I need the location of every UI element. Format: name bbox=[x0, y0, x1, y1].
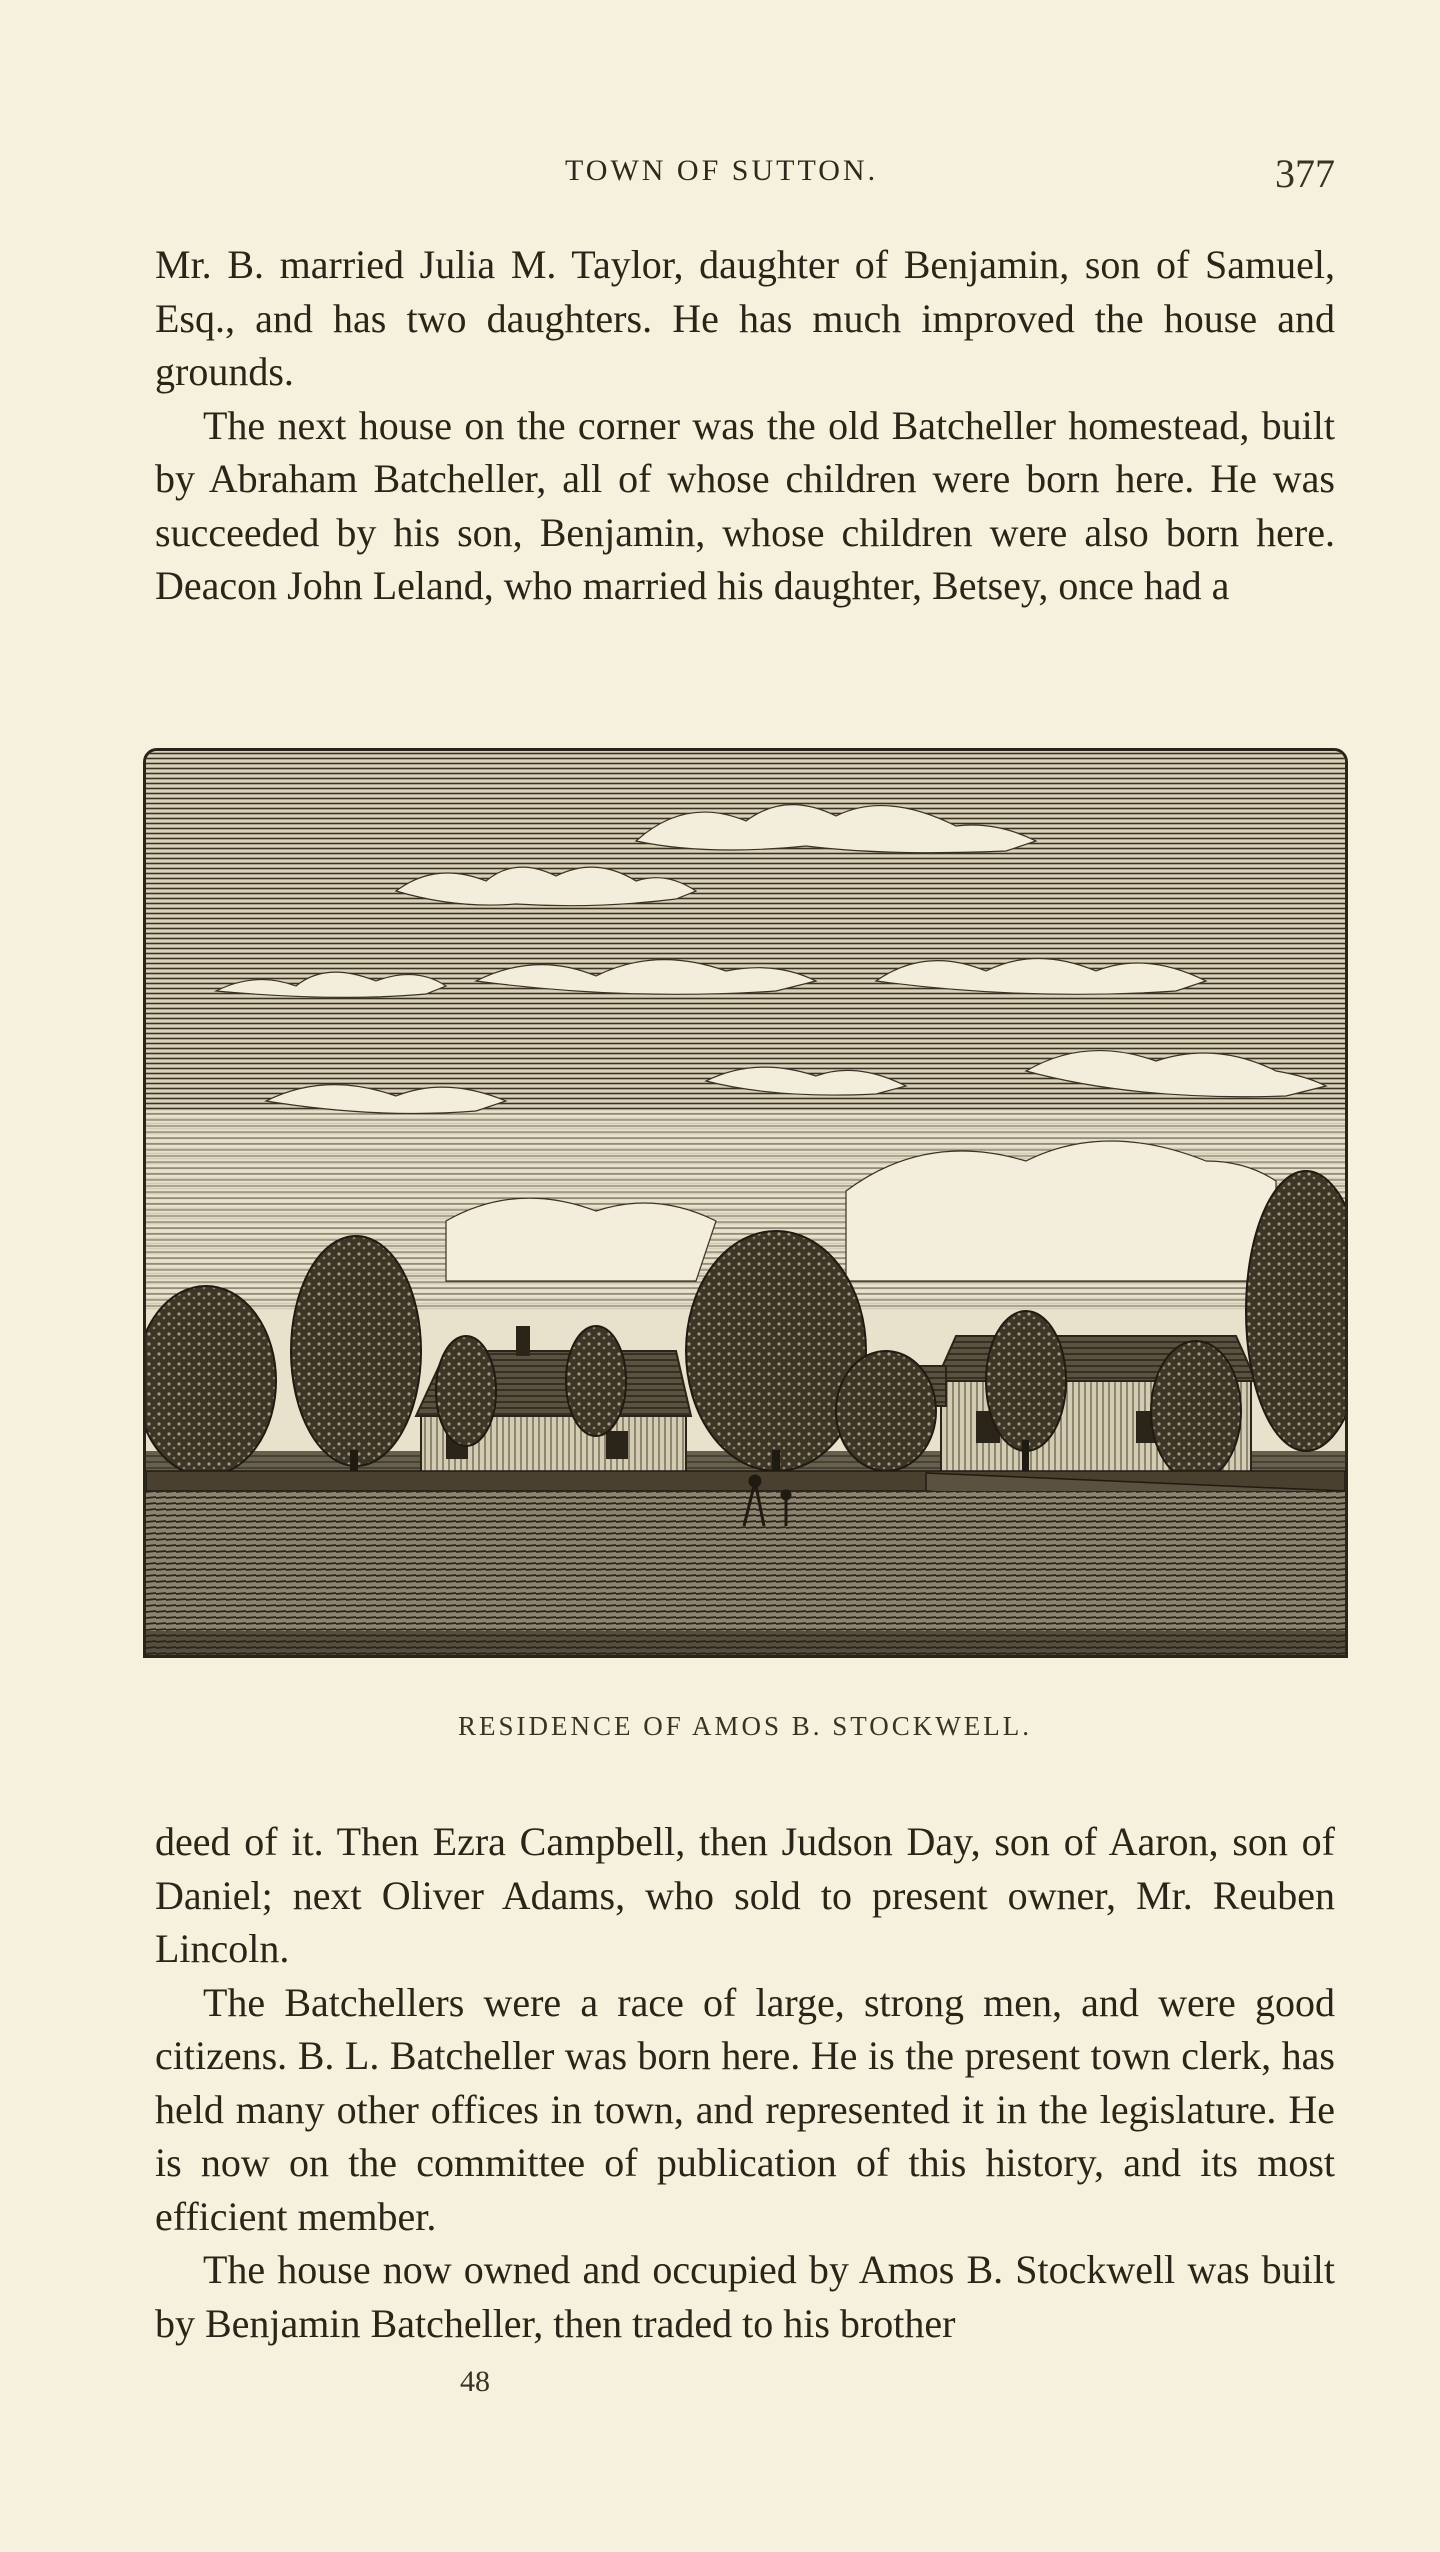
signature-mark: 48 bbox=[460, 2365, 490, 2398]
running-title: TOWN OF SUTTON. bbox=[565, 154, 879, 187]
illustration-caption: RESIDENCE OF AMOS B. STOCKWELL. bbox=[457, 1711, 1033, 1741]
text-block-top bbox=[155, 238, 1335, 613]
text-block-bottom bbox=[155, 1815, 1335, 2350]
paragraph: The house now owned and occupied by Amos B. Stockwell was built by Benjamin Batcheller, then traded to his brother bbox=[155, 2247, 1335, 2346]
paragraph: The next house on the corner was the old Batcheller homestead, built by Abraham Batcheller, all of whose children were born here. He was succeeded by his son, Benjamin, whose children were also born here. Deacon John Leland, who married his daughter, Betsey, once had a bbox=[155, 402, 1335, 608]
page-number: 377 bbox=[1275, 151, 1335, 196]
paragraph: The Batchellers were a race of large, strong men, and were good citizens. B. L. Batcheller was born here. He is the present town clerk, has held many other offices in town, and represented it in the legislature. He is now on the committee of publication of this history, and its most efficient member. bbox=[155, 1979, 1335, 2239]
paragraph: deed of it. Then Ezra Campbell, then Judson Day, son of Aaron, son of Daniel; next Oliver Adams, who sold to present owner, Mr. Reuben Lincoln. bbox=[155, 1819, 1335, 1971]
engraving-illustration bbox=[143, 748, 1348, 1658]
running-head bbox=[155, 150, 1335, 194]
paragraph: Mr. B. married Julia M. Taylor, daughter of Benjamin, son of Samuel, Esq., and has two daughters. He has much improved the house and grounds. bbox=[155, 242, 1335, 394]
